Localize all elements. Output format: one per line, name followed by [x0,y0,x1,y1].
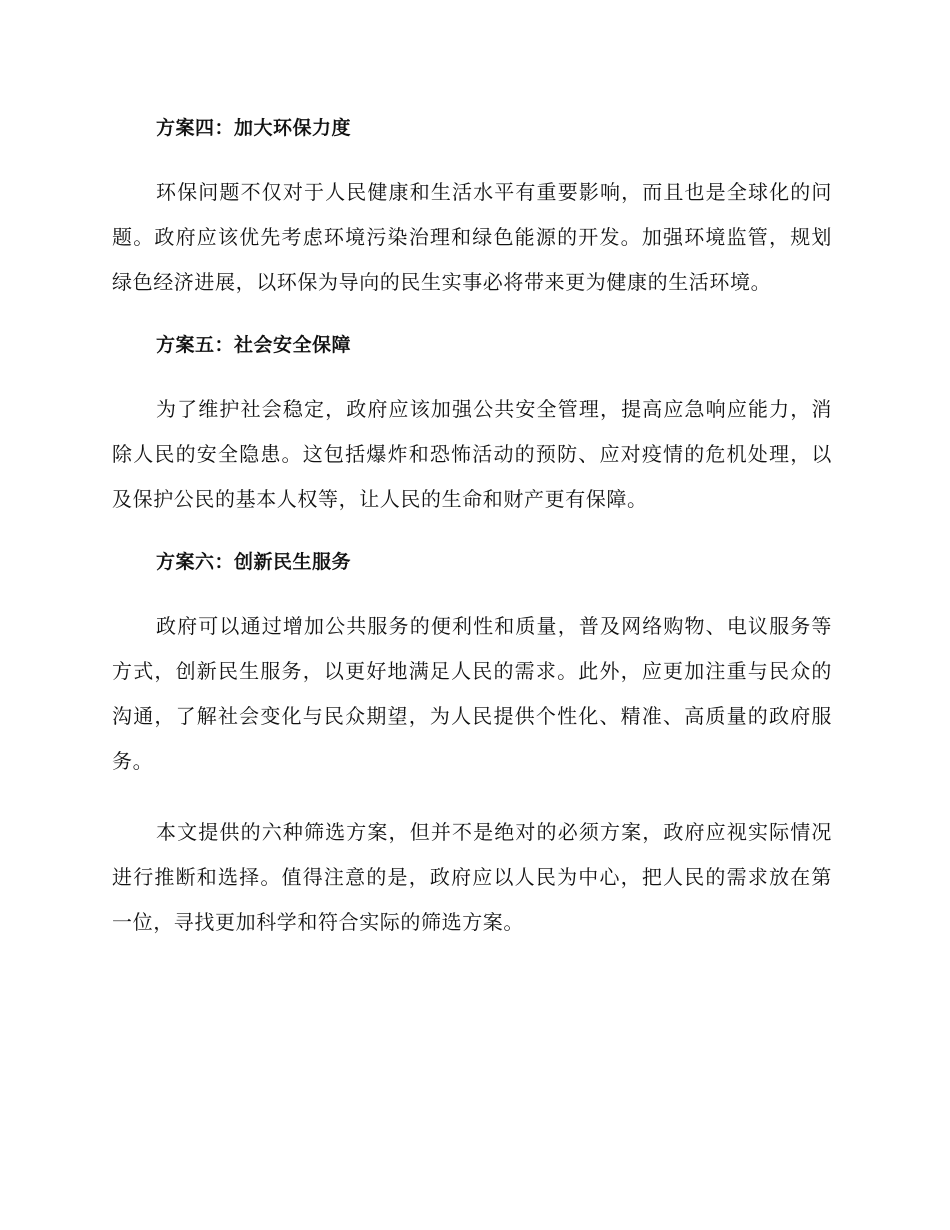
conclusion-paragraph: 本文提供的六种筛选方案，但并不是绝对的必须方案，政府应视实际情况进行推断和选择。值得注意的是，政府应以人民为中心，把人民的需求放在第一位，寻找更加科学和符合实际的筛选方案。 [112,820,832,934]
section-heading: 方案五：社会安全保障 [156,334,352,356]
section-plan-5 [112,329,832,522]
section-paragraph: 环保问题不仅对于人民健康和生活水平有重要影响，而且也是全球化的问题。政府应该优先考虑环境污染治理和绿色能源的开发。加强环境监管，规划绿色经济进展，以环保为导向的民生实事必将带来更为健康的生活环境。 [112,180,832,294]
section-plan-4 [112,112,832,305]
section-paragraph: 为了维护社会稳定，政府应该加强公共安全管理，提高应急响应能力，消除人民的安全隐患。这包括爆炸和恐怖活动的预防、应对疫情的危机处理，以及保护公民的基本人权等，让人民的生命和财产更有保障。 [112,397,832,511]
section-paragraph: 政府可以通过增加公共服务的便利性和质量，普及网络购物、电议服务等方式，创新民生服务，以更好地满足人民的需求。此外，应更加注重与民众的沟通，了解社会变化与民众期望，为人民提供个性化、精准、高质量的政府服务。 [112,614,832,773]
section-plan-6 [112,546,832,784]
section-heading: 方案四：加大环保力度 [156,117,352,139]
section-heading: 方案六：创新民生服务 [156,551,352,573]
